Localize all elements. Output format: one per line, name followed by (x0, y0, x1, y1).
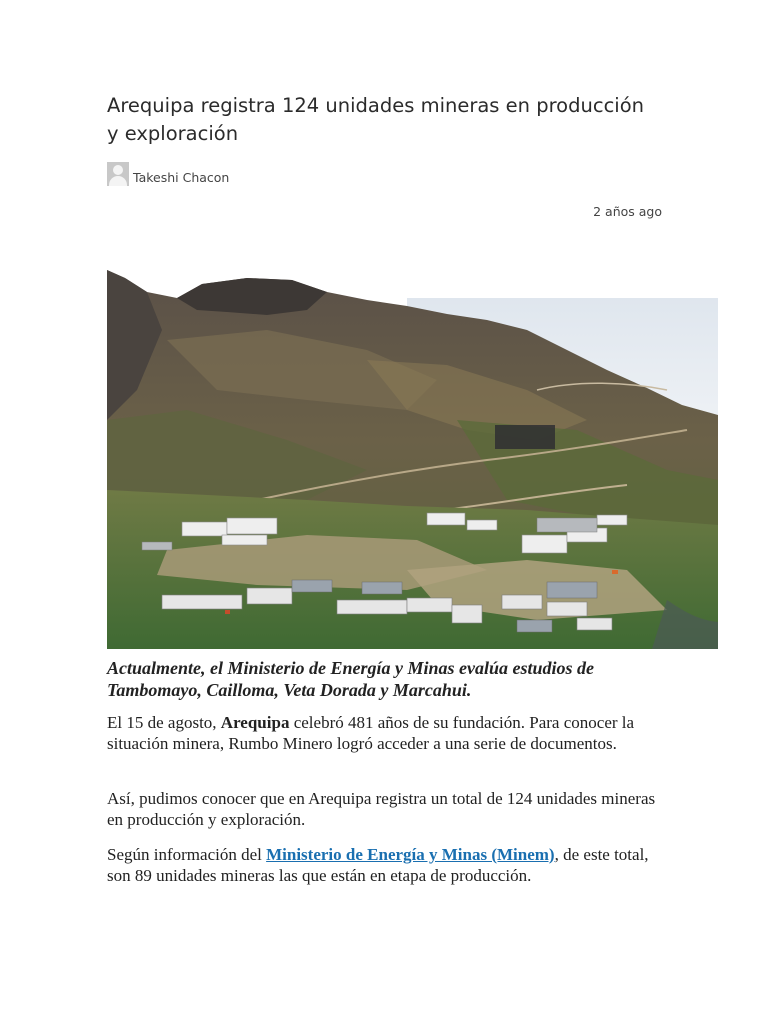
article-title: Arequipa registra 124 unidades mineras en producción y exploración (107, 94, 645, 145)
minem-link[interactable]: Ministerio de Energía y Minas (Minem) (266, 845, 555, 864)
paragraph-3-text-after: , de este total, son 89 unidades mineras las que están en etapa de producción. (107, 845, 649, 885)
author-name[interactable]: Takeshi Chacon (133, 170, 230, 185)
paragraph-1-text-after: celebró 481 años de su fundación. Para conocer la situación minera, Rumbo Minero logró acceder a una serie de documentos. (107, 713, 635, 753)
paragraph-2: Así, pudimos conocer que en Arequipa registra un total de 124 unidades mineras en producción y exploración. (107, 789, 656, 829)
paragraph-1-bold-arequipa: Arequipa (220, 713, 290, 732)
paragraph-3 (107, 845, 667, 886)
hero-image-mining-camp (107, 270, 718, 649)
paragraph-1 (107, 713, 667, 754)
user-avatar-icon[interactable] (107, 162, 129, 186)
author-byline (107, 160, 229, 186)
paragraph-3-text-before: Según información del (107, 845, 267, 864)
image-caption: Actualmente, el Ministerio de Energía y Minas evalúa estudios de Tambomayo, Cailloma, Veta Dorada y Marcahui. (107, 658, 595, 700)
publish-date: 2 años ago (593, 204, 662, 219)
paragraph-1-text-before: El 15 de agosto, (107, 713, 221, 732)
